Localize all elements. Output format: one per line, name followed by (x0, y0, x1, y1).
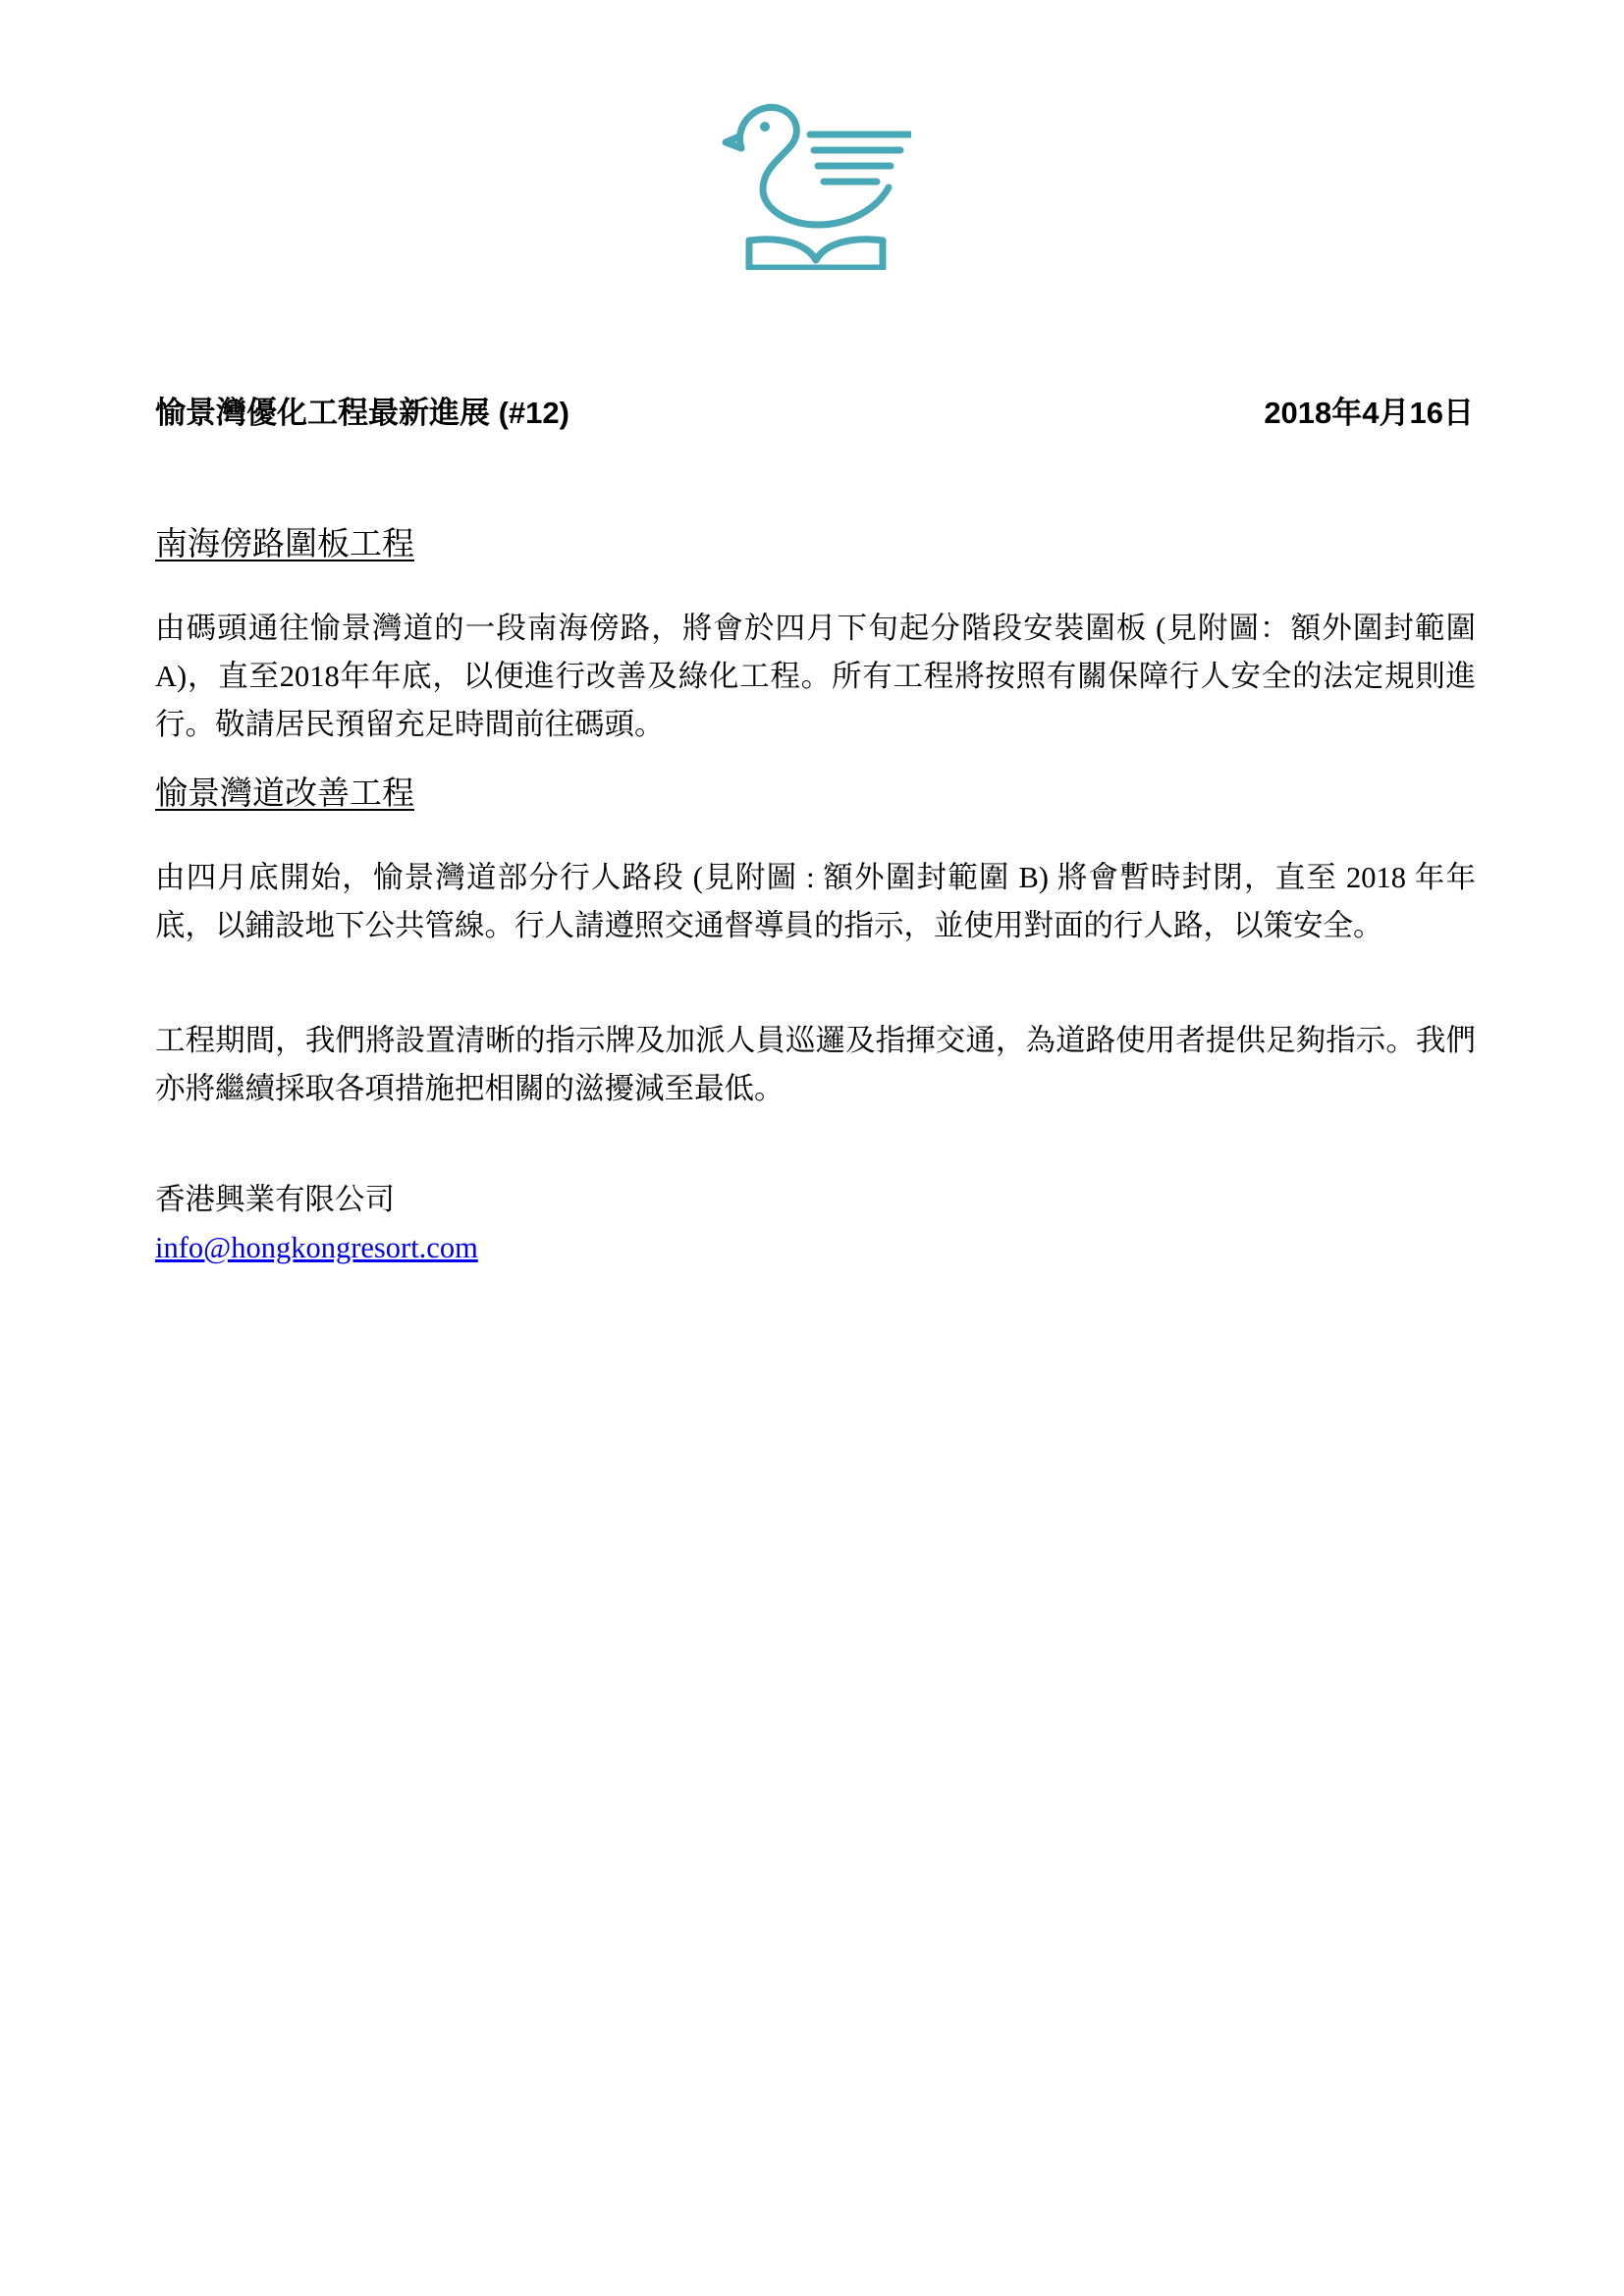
bird-logo-icon (720, 93, 911, 270)
email-link[interactable]: info@hongkongresort.com (155, 1231, 478, 1264)
notice-title: 愉景灣優化工程最新進展 (#12) (155, 396, 569, 430)
section-paragraph: 由四月底開始，愉景灣道部分行人路段 (見附圖 : 額外圍封範圍 B) 將會暫時封閉，直至 2018 年年底，以鋪設地下公共管線。行人請遵照交通督導員的指示，並使用對面的行人路，以策安全。 (155, 861, 1476, 942)
company-name: 香港興業有限公司 (155, 1183, 395, 1216)
company-logo (720, 93, 911, 270)
notice-date: 2018年4月16日 (1264, 396, 1474, 430)
section-heading-road-improvement: 愉景灣道改善工程 (155, 774, 414, 811)
section-heading-hoarding: 南海傍路圍板工程 (155, 525, 414, 561)
section-paragraph: 由碼頭通往愉景灣道的一段南海傍路，將會於四月下旬起分階段安裝圍板 (見附圖：額外圍封範圍A)，直至2018年年底，以便進行改善及綠化工程。所有工程將按照有關保障行人安全的法定規則進行。敬請居民預留充足時間前往碼頭。 (155, 612, 1476, 741)
signature-block (155, 1176, 478, 1272)
section-paragraph: 工程期間，我們將設置清晰的指示牌及加派人員巡邏及指揮交通，為道路使用者提供足夠指示。我們亦將繼續採取各項措施把相關的滋擾減至最低。 (155, 1024, 1476, 1105)
